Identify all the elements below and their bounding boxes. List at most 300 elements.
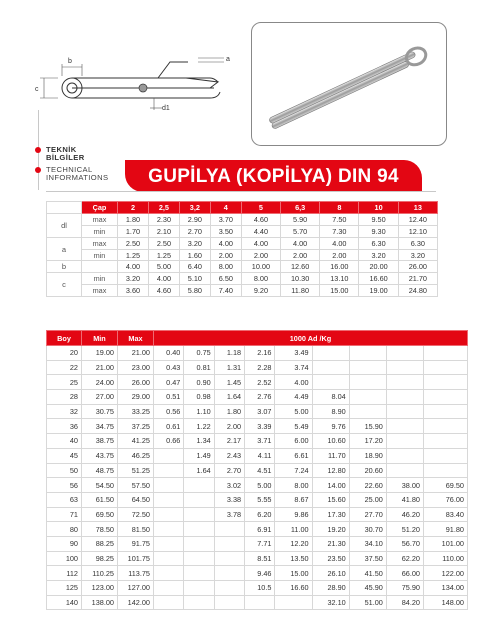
- dims-boy: 40: [47, 434, 82, 449]
- dims-weight-cell: 1.64: [184, 463, 214, 478]
- dims-weight-cell: 26.10: [312, 566, 349, 581]
- dims-weight-cell: 91.80: [424, 522, 468, 537]
- spec-cell: 2.00: [241, 249, 280, 261]
- dims-weight-cell: 21.30: [312, 536, 349, 551]
- spec-cell: 2.00: [320, 249, 359, 261]
- spec-cell: 2.50: [118, 237, 149, 249]
- dims-min: 54.50: [82, 478, 118, 493]
- spec-header-row: [47, 202, 438, 214]
- dims-weight-cell: [386, 463, 423, 478]
- dim-label-c: c: [35, 86, 39, 93]
- dims-max: 113.75: [118, 566, 154, 581]
- dims-min: 43.75: [82, 448, 118, 463]
- dims-weight-cell: 6.00: [275, 434, 312, 449]
- dims-weight-cell: 8.00: [275, 478, 312, 493]
- spec-cell: 9.30: [359, 225, 398, 237]
- dims-weight-cell: 9.86: [275, 507, 312, 522]
- dims-min: 61.50: [82, 492, 118, 507]
- dims-boy: 25: [47, 375, 82, 390]
- spec-size: 10: [359, 202, 398, 214]
- dims-weight-cell: [312, 375, 349, 390]
- spec-row: [47, 273, 438, 285]
- dims-weight-cell: [245, 595, 275, 610]
- dims-min: 34.75: [82, 419, 118, 434]
- dims-weight-cell: [424, 404, 468, 419]
- spec-cell: 21.70: [398, 273, 437, 285]
- dims-boy: 56: [47, 478, 82, 493]
- dims-max: 51.25: [118, 463, 154, 478]
- dims-weight-cell: [424, 419, 468, 434]
- dims-weight-cell: 18.90: [349, 448, 386, 463]
- dims-weight-cell: 4.00: [275, 375, 312, 390]
- spec-cell: 19.00: [359, 285, 398, 297]
- spec-row: [47, 285, 438, 297]
- dims-max: 21.00: [118, 346, 154, 361]
- dims-weight-cell: 2.43: [214, 448, 244, 463]
- spec-cell: 4.00: [241, 237, 280, 249]
- dims-weight-cell: 6.61: [275, 448, 312, 463]
- dims-min: 21.00: [82, 360, 118, 375]
- dims-row: [47, 492, 468, 507]
- dims-weight-cell: 2.70: [214, 463, 244, 478]
- spec-cell: 6.50: [210, 273, 241, 285]
- spec-sub-label: max: [82, 237, 118, 249]
- spec-cell: 7.30: [320, 225, 359, 237]
- dims-weight-cell: 41.80: [386, 492, 423, 507]
- dim-label-d1: d1: [162, 105, 170, 112]
- dims-row: [47, 390, 468, 405]
- dims-weight-cell: 27.70: [349, 507, 386, 522]
- dims-weight-cell: 10.5: [245, 581, 275, 596]
- spec-cell: 20.00: [359, 261, 398, 273]
- dims-weight-cell: 83.40: [424, 507, 468, 522]
- dims-weight-cell: 22.60: [349, 478, 386, 493]
- dims-min: 98.25: [82, 551, 118, 566]
- dims-boy: 45: [47, 448, 82, 463]
- dims-max: 142.00: [118, 595, 154, 610]
- dims-weight-cell: 1.64: [214, 390, 244, 405]
- dims-weight-cell: [184, 478, 214, 493]
- dims-weight-cell: [214, 551, 244, 566]
- dims-header-row: [47, 331, 468, 346]
- dims-weight-cell: 5.00: [245, 478, 275, 493]
- dims-weight-cell: 5.49: [275, 419, 312, 434]
- spec-cell: 5.10: [179, 273, 210, 285]
- dims-weight-cell: 75.90: [386, 581, 423, 596]
- dims-weight-cell: [184, 507, 214, 522]
- bullet-icon: [35, 147, 41, 153]
- dims-weight-cell: 17.20: [349, 434, 386, 449]
- dims-weight-cell: [386, 360, 423, 375]
- spec-table: [46, 201, 438, 297]
- dims-weight-cell: [424, 346, 468, 361]
- dims-weight-cell: [386, 375, 423, 390]
- dims-weight-cell: 84.20: [386, 595, 423, 610]
- spec-cell: 2.90: [179, 213, 210, 225]
- dims-weight-cell: 38.00: [386, 478, 423, 493]
- spec-size: 6,3: [281, 202, 320, 214]
- dims-weight-cell: [214, 522, 244, 537]
- spec-cell: 7.40: [210, 285, 241, 297]
- spec-cell: 9.20: [241, 285, 280, 297]
- dims-row: [47, 419, 468, 434]
- dims-weight-cell: 4.51: [245, 463, 275, 478]
- spec-cell: 5.80: [179, 285, 210, 297]
- spec-cell: 4.60: [241, 213, 280, 225]
- dims-weight-cell: [312, 360, 349, 375]
- spec-cell: 5.00: [148, 261, 179, 273]
- dims-weight-cell: 0.75: [184, 346, 214, 361]
- dims-weight-cell: [184, 536, 214, 551]
- page-title: GUPİLYA (KOPİLYA) DIN 94: [148, 166, 399, 187]
- dims-min: 138.00: [82, 595, 118, 610]
- dims-weight-cell: 101.00: [424, 536, 468, 551]
- dims-weight-cell: [214, 566, 244, 581]
- dims-weight-cell: 0.40: [154, 346, 184, 361]
- dims-boy: 112: [47, 566, 82, 581]
- dims-weight-cell: 0.51: [154, 390, 184, 405]
- dims-weight-cell: 3.02: [214, 478, 244, 493]
- dims-weight-cell: [424, 448, 468, 463]
- dims-weight-cell: 14.00: [312, 478, 349, 493]
- dims-weight-cell: 2.28: [245, 360, 275, 375]
- dims-weight-cell: [424, 375, 468, 390]
- dims-weight-cell: [349, 375, 386, 390]
- dims-row: [47, 404, 468, 419]
- dims-row: [47, 595, 468, 610]
- dims-weight-cell: 51.20: [386, 522, 423, 537]
- spec-cell: 13.10: [320, 273, 359, 285]
- section-en-line1: TECHNICAL: [46, 165, 93, 174]
- dims-weight-cell: 62.20: [386, 551, 423, 566]
- dims-weight-cell: 0.90: [184, 375, 214, 390]
- dims-weight-cell: 10.60: [312, 434, 349, 449]
- dims-weight-cell: 8.90: [312, 404, 349, 419]
- spec-sub-label: min: [82, 273, 118, 285]
- dims-boy: 71: [47, 507, 82, 522]
- dims-weight-cell: [386, 448, 423, 463]
- dims-weight-cell: [154, 463, 184, 478]
- spec-row: [47, 225, 438, 237]
- dims-weight-cell: 1.22: [184, 419, 214, 434]
- spec-sub-label: max: [82, 213, 118, 225]
- spec-size: 2,5: [148, 202, 179, 214]
- spec-header-label: Çap: [82, 202, 118, 214]
- dims-max: 127.00: [118, 581, 154, 596]
- product-photo-frame: [251, 22, 447, 146]
- dims-weight-cell: [214, 536, 244, 551]
- spec-cell: 3.50: [210, 225, 241, 237]
- spec-cell: 4.00: [281, 237, 320, 249]
- spec-cell: 16.00: [320, 261, 359, 273]
- spec-cell: 3.20: [359, 249, 398, 261]
- dims-weight-cell: 46.20: [386, 507, 423, 522]
- dims-header-max: Max: [118, 331, 154, 346]
- dims-weight-cell: [275, 595, 312, 610]
- dims-weight-cell: 17.30: [312, 507, 349, 522]
- dims-boy: 28: [47, 390, 82, 405]
- spec-cell: 12.60: [281, 261, 320, 273]
- dims-header-boy: Boy: [47, 331, 82, 346]
- dims-weight-cell: 3.39: [245, 419, 275, 434]
- dims-header-min: Min: [82, 331, 118, 346]
- spec-size: 13: [398, 202, 437, 214]
- title-divider: [46, 191, 436, 192]
- dims-weight-cell: 11.70: [312, 448, 349, 463]
- dims-max: 26.00: [118, 375, 154, 390]
- dims-max: 46.25: [118, 448, 154, 463]
- dims-max: 81.50: [118, 522, 154, 537]
- spec-sub-label: max: [82, 285, 118, 297]
- spec-size: 5: [241, 202, 280, 214]
- dims-weight-cell: 7.71: [245, 536, 275, 551]
- dims-weight-cell: 25.00: [349, 492, 386, 507]
- dims-weight-cell: 9.76: [312, 419, 349, 434]
- spec-cell: 7.50: [320, 213, 359, 225]
- dims-weight-cell: 2.52: [245, 375, 275, 390]
- dims-weight-cell: [154, 507, 184, 522]
- dims-weight-cell: 30.70: [349, 522, 386, 537]
- dims-min: 48.75: [82, 463, 118, 478]
- spec-cell: 12.10: [398, 225, 437, 237]
- dims-row: [47, 478, 468, 493]
- dims-weight-cell: 6.91: [245, 522, 275, 537]
- dims-weight-cell: 0.61: [154, 419, 184, 434]
- dims-weight-cell: 1.45: [214, 375, 244, 390]
- spec-group-label: b: [47, 261, 82, 273]
- dim-label-a: a: [226, 56, 230, 63]
- spec-cell: 2.00: [281, 249, 320, 261]
- dims-weight-cell: 2.00: [214, 419, 244, 434]
- dims-max: 72.50: [118, 507, 154, 522]
- spec-cell: 12.40: [398, 213, 437, 225]
- spec-row: [47, 249, 438, 261]
- dims-weight-cell: 2.76: [245, 390, 275, 405]
- spec-cell: 3.20: [179, 237, 210, 249]
- dims-row: [47, 360, 468, 375]
- section-tr-line1: TEKNİK: [46, 145, 77, 154]
- spec-cell: 4.40: [241, 225, 280, 237]
- section-en-line2: INFORMATIONS: [46, 173, 109, 182]
- dims-weight-cell: 34.10: [349, 536, 386, 551]
- dims-weight-cell: 8.67: [275, 492, 312, 507]
- dim-label-b: b: [68, 58, 72, 65]
- dims-weight-cell: 9.46: [245, 566, 275, 581]
- dims-weight-cell: 13.50: [275, 551, 312, 566]
- dims-max: 101.75: [118, 551, 154, 566]
- spec-cell: 4.00: [148, 273, 179, 285]
- dims-weight-cell: 3.78: [214, 507, 244, 522]
- spec-cell: 9.50: [359, 213, 398, 225]
- spec-cell: 6.40: [179, 261, 210, 273]
- spec-cell: 4.00: [320, 237, 359, 249]
- dims-row: [47, 522, 468, 537]
- dims-weight-cell: [424, 463, 468, 478]
- spec-group-label: dl: [47, 213, 82, 237]
- dims-header-weight: 1000 Ad /Kg: [154, 331, 468, 346]
- spec-cell: 1.80: [118, 213, 149, 225]
- spec-cell: 5.90: [281, 213, 320, 225]
- dims-weight-cell: [184, 522, 214, 537]
- dims-weight-cell: 56.70: [386, 536, 423, 551]
- dims-max: 23.00: [118, 360, 154, 375]
- dims-weight-cell: [424, 390, 468, 405]
- dims-weight-cell: [312, 346, 349, 361]
- dims-weight-cell: [386, 390, 423, 405]
- dims-weight-cell: [154, 448, 184, 463]
- spec-cell: 4.60: [148, 285, 179, 297]
- dims-weight-cell: [154, 522, 184, 537]
- spec-size: 8: [320, 202, 359, 214]
- dims-weight-cell: 76.00: [424, 492, 468, 507]
- dims-weight-cell: 15.90: [349, 419, 386, 434]
- dims-weight-cell: 110.00: [424, 551, 468, 566]
- dims-min: 69.50: [82, 507, 118, 522]
- spec-cell: 6.30: [398, 237, 437, 249]
- dims-weight-cell: 148.00: [424, 595, 468, 610]
- dims-max: 33.25: [118, 404, 154, 419]
- dims-row: [47, 448, 468, 463]
- dims-weight-cell: 66.00: [386, 566, 423, 581]
- spec-cell: 11.80: [281, 285, 320, 297]
- dims-weight-cell: 12.80: [312, 463, 349, 478]
- dims-weight-cell: 20.60: [349, 463, 386, 478]
- dims-boy: 22: [47, 360, 82, 375]
- dims-row: [47, 346, 468, 361]
- dims-max: 29.00: [118, 390, 154, 405]
- dims-weight-cell: 45.90: [349, 581, 386, 596]
- spec-cell: 2.70: [179, 225, 210, 237]
- dims-row: [47, 581, 468, 596]
- dims-weight-cell: 0.56: [154, 404, 184, 419]
- dims-weight-cell: [154, 551, 184, 566]
- spec-cell: 10.00: [241, 261, 280, 273]
- spec-cell: 3.60: [118, 285, 149, 297]
- dims-weight-cell: 15.00: [275, 566, 312, 581]
- dims-weight-cell: [184, 551, 214, 566]
- spec-group-label: a: [47, 237, 82, 261]
- cotter-pin-drawing: [28, 48, 238, 118]
- dims-min: 24.00: [82, 375, 118, 390]
- dims-weight-cell: 8.04: [312, 390, 349, 405]
- dims-weight-cell: 4.11: [245, 448, 275, 463]
- dims-weight-cell: 16.60: [275, 581, 312, 596]
- cotter-pin-photo: [252, 23, 448, 147]
- dims-min: 38.75: [82, 434, 118, 449]
- dims-row: [47, 566, 468, 581]
- dims-boy: 90: [47, 536, 82, 551]
- dims-min: 27.00: [82, 390, 118, 405]
- dims-weight-cell: 1.49: [184, 448, 214, 463]
- dims-weight-cell: [154, 492, 184, 507]
- spec-row: [47, 213, 438, 225]
- dims-weight-cell: 3.49: [275, 346, 312, 361]
- dims-weight-cell: 19.20: [312, 522, 349, 537]
- spec-cell: 3.70: [210, 213, 241, 225]
- dims-row: [47, 551, 468, 566]
- spec-sub-label: min: [82, 225, 118, 237]
- dims-boy: 20: [47, 346, 82, 361]
- spec-cell: 16.60: [359, 273, 398, 285]
- spec-group-label: c: [47, 273, 82, 297]
- dims-weight-cell: 1.31: [214, 360, 244, 375]
- dims-min: 88.25: [82, 536, 118, 551]
- dims-weight-cell: 0.98: [184, 390, 214, 405]
- dims-weight-cell: 134.00: [424, 581, 468, 596]
- dims-weight-cell: [154, 478, 184, 493]
- spec-cell: 2.50: [148, 237, 179, 249]
- spec-cell: 4.00: [210, 237, 241, 249]
- spec-row: [47, 261, 438, 273]
- dims-weight-cell: 5.55: [245, 492, 275, 507]
- dims-weight-cell: [184, 595, 214, 610]
- dims-weight-cell: 1.10: [184, 404, 214, 419]
- dims-row: [47, 463, 468, 478]
- dims-weight-cell: 1.34: [184, 434, 214, 449]
- dims-table: [46, 330, 468, 610]
- dims-weight-cell: 69.50: [424, 478, 468, 493]
- dims-weight-cell: [154, 595, 184, 610]
- dims-max: 37.25: [118, 419, 154, 434]
- dims-weight-cell: [184, 492, 214, 507]
- dims-weight-cell: 3.07: [245, 404, 275, 419]
- dims-max: 91.75: [118, 536, 154, 551]
- dims-weight-cell: [386, 346, 423, 361]
- dims-weight-cell: 1.80: [214, 404, 244, 419]
- dims-min: 110.25: [82, 566, 118, 581]
- section-tr-line2: BİLGİLER: [46, 153, 85, 162]
- dims-weight-cell: 3.38: [214, 492, 244, 507]
- dims-boy: 63: [47, 492, 82, 507]
- dims-min: 123.00: [82, 581, 118, 596]
- dims-weight-cell: 28.90: [312, 581, 349, 596]
- spec-row: [47, 237, 438, 249]
- spec-cell: 8.00: [210, 261, 241, 273]
- dims-weight-cell: [214, 581, 244, 596]
- dims-weight-cell: 41.50: [349, 566, 386, 581]
- dims-weight-cell: 32.10: [312, 595, 349, 610]
- dims-weight-cell: 12.20: [275, 536, 312, 551]
- dims-weight-cell: 2.17: [214, 434, 244, 449]
- dims-boy: 50: [47, 463, 82, 478]
- dims-weight-cell: 51.00: [349, 595, 386, 610]
- dims-weight-cell: 0.81: [184, 360, 214, 375]
- dims-weight-cell: [154, 536, 184, 551]
- dims-weight-cell: 0.47: [154, 375, 184, 390]
- dims-row: [47, 507, 468, 522]
- dims-max: 64.50: [118, 492, 154, 507]
- dims-row: [47, 536, 468, 551]
- dims-max: 41.25: [118, 434, 154, 449]
- dims-weight-cell: [184, 566, 214, 581]
- dims-weight-cell: [154, 566, 184, 581]
- dims-boy: 80: [47, 522, 82, 537]
- spec-cell: 2.00: [210, 249, 241, 261]
- spec-cell: 2.30: [148, 213, 179, 225]
- dims-boy: 125: [47, 581, 82, 596]
- dims-boy: 36: [47, 419, 82, 434]
- dims-row: [47, 434, 468, 449]
- dims-weight-cell: [349, 346, 386, 361]
- dims-weight-cell: [349, 360, 386, 375]
- spec-cell: 10.30: [281, 273, 320, 285]
- dims-weight-cell: [424, 434, 468, 449]
- spec-cell: 5.70: [281, 225, 320, 237]
- dims-boy: 100: [47, 551, 82, 566]
- dims-weight-cell: [349, 390, 386, 405]
- dims-max: 57.50: [118, 478, 154, 493]
- spec-cell: 1.25: [148, 249, 179, 261]
